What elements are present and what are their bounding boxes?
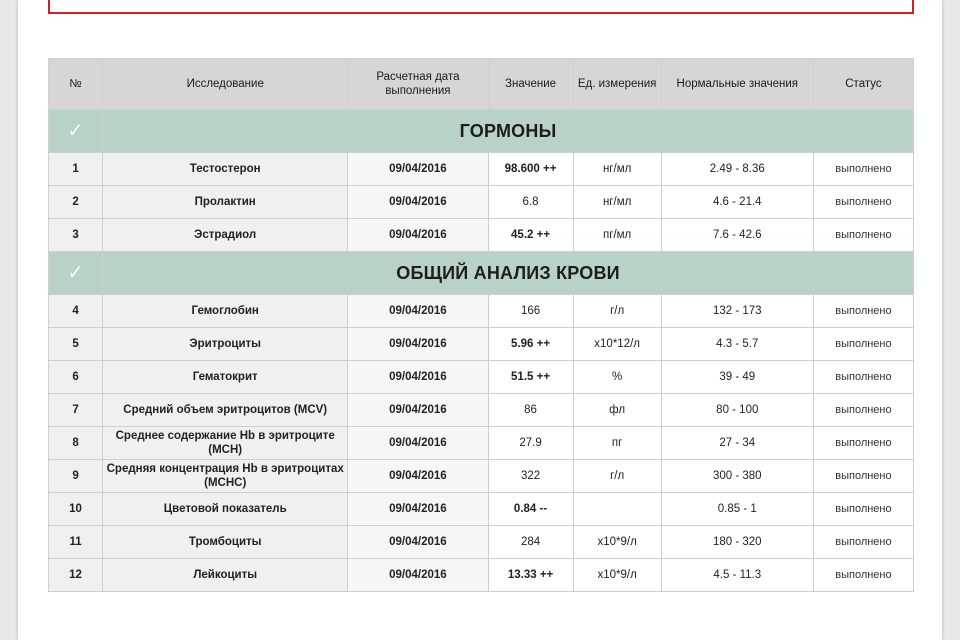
cell-status: выполнено xyxy=(813,361,913,394)
cell-norm: 300 - 380 xyxy=(661,460,813,493)
cell-norm: 4.6 - 21.4 xyxy=(661,186,813,219)
table-row xyxy=(49,427,914,460)
cell-status: выполнено xyxy=(813,526,913,559)
cell-status: выполнено xyxy=(813,219,913,252)
cell-date: 09/04/2016 xyxy=(348,460,488,493)
table-row xyxy=(49,219,914,252)
section-title: ГОРМОНЫ xyxy=(103,110,914,153)
cell-norm: 180 - 320 xyxy=(661,526,813,559)
check-icon xyxy=(49,252,103,295)
cell-unit: пг/мл xyxy=(573,219,661,252)
cell-status: выполнено xyxy=(813,186,913,219)
cell-value: 45.2 ++ xyxy=(488,219,573,252)
column-header-num: № xyxy=(49,59,103,110)
cell-value: 13.33 ++ xyxy=(488,559,573,592)
cell-status: выполнено xyxy=(813,394,913,427)
table-row xyxy=(49,328,914,361)
cell-date: 09/04/2016 xyxy=(348,219,488,252)
column-header-norm: Нормальные значения xyxy=(661,59,813,110)
cell-value: 5.96 ++ xyxy=(488,328,573,361)
cell-date: 09/04/2016 xyxy=(348,559,488,592)
cell-unit xyxy=(573,493,661,526)
cell-value: 322 xyxy=(488,460,573,493)
table-row xyxy=(49,153,914,186)
cell-date: 09/04/2016 xyxy=(348,427,488,460)
table-row xyxy=(49,559,914,592)
header-banner xyxy=(48,0,914,14)
cell-norm: 27 - 34 xyxy=(661,427,813,460)
cell-status: выполнено xyxy=(813,328,913,361)
cell-unit: нг/мл xyxy=(573,186,661,219)
cell-study: Тестостерон xyxy=(103,153,348,186)
cell-date: 09/04/2016 xyxy=(348,295,488,328)
table-header xyxy=(49,59,914,110)
check-icon-glyph: ✓ xyxy=(67,120,84,142)
check-icon-glyph: ✓ xyxy=(67,262,84,284)
cell-study: Гемоглобин xyxy=(103,295,348,328)
cell-study: Гематокрит xyxy=(103,361,348,394)
table-row xyxy=(49,361,914,394)
cell-status: выполнено xyxy=(813,153,913,186)
cell-value: 166 xyxy=(488,295,573,328)
cell-date: 09/04/2016 xyxy=(348,186,488,219)
cell-status: выполнено xyxy=(813,559,913,592)
cell-date: 09/04/2016 xyxy=(348,153,488,186)
cell-date: 09/04/2016 xyxy=(348,526,488,559)
table-row xyxy=(49,460,914,493)
lab-results-table xyxy=(48,58,914,592)
cell-status: выполнено xyxy=(813,427,913,460)
cell-num: 5 xyxy=(49,328,103,361)
table-row xyxy=(49,186,914,219)
table-body xyxy=(49,110,914,592)
table-row xyxy=(49,526,914,559)
cell-unit: % xyxy=(573,361,661,394)
cell-unit: г/л xyxy=(573,460,661,493)
cell-num: 8 xyxy=(49,427,103,460)
column-header-study: Исследование xyxy=(103,59,348,110)
cell-num: 2 xyxy=(49,186,103,219)
column-header-unit: Ед. измерения xyxy=(573,59,661,110)
cell-unit: фл xyxy=(573,394,661,427)
cell-value: 86 xyxy=(488,394,573,427)
cell-study: Средняя концентрация Hb в эритроцитах (MCHC) xyxy=(103,460,348,493)
cell-study: Пролактин xyxy=(103,186,348,219)
cell-study: Тромбоциты xyxy=(103,526,348,559)
cell-num: 7 xyxy=(49,394,103,427)
check-icon xyxy=(49,110,103,153)
cell-num: 4 xyxy=(49,295,103,328)
section-row xyxy=(49,110,914,153)
column-header-value: Значение xyxy=(488,59,573,110)
cell-date: 09/04/2016 xyxy=(348,328,488,361)
column-header-date: Расчетная дата выполнения xyxy=(348,59,488,110)
column-header-status: Статус xyxy=(813,59,913,110)
cell-norm: 132 - 173 xyxy=(661,295,813,328)
cell-status: выполнено xyxy=(813,295,913,328)
cell-value: 98.600 ++ xyxy=(488,153,573,186)
cell-unit: пг xyxy=(573,427,661,460)
cell-study: Эритроциты xyxy=(103,328,348,361)
cell-norm: 7.6 - 42.6 xyxy=(661,219,813,252)
cell-value: 0.84 -- xyxy=(488,493,573,526)
table-header-row xyxy=(49,59,914,110)
cell-num: 12 xyxy=(49,559,103,592)
cell-unit: х10*9/л xyxy=(573,559,661,592)
cell-value: 6.8 xyxy=(488,186,573,219)
cell-study: Среднее содержание Hb в эритроците (MCH) xyxy=(103,427,348,460)
table-row xyxy=(49,394,914,427)
cell-study: Цветовой показатель xyxy=(103,493,348,526)
cell-date: 09/04/2016 xyxy=(348,394,488,427)
cell-status: выполнено xyxy=(813,460,913,493)
cell-norm: 39 - 49 xyxy=(661,361,813,394)
cell-value: 27.9 xyxy=(488,427,573,460)
cell-date: 09/04/2016 xyxy=(348,361,488,394)
document-page xyxy=(18,0,942,640)
cell-norm: 0.85 - 1 xyxy=(661,493,813,526)
cell-num: 1 xyxy=(49,153,103,186)
cell-norm: 2.49 - 8.36 xyxy=(661,153,813,186)
table-row xyxy=(49,493,914,526)
cell-num: 11 xyxy=(49,526,103,559)
cell-value: 51.5 ++ xyxy=(488,361,573,394)
table-row xyxy=(49,295,914,328)
cell-unit: г/л xyxy=(573,295,661,328)
cell-unit: х10*12/л xyxy=(573,328,661,361)
cell-unit: х10*9/л xyxy=(573,526,661,559)
cell-unit: нг/мл xyxy=(573,153,661,186)
cell-date: 09/04/2016 xyxy=(348,493,488,526)
cell-num: 9 xyxy=(49,460,103,493)
cell-norm: 4.5 - 11.3 xyxy=(661,559,813,592)
cell-study: Эстрадиол xyxy=(103,219,348,252)
cell-study: Средний объем эритроцитов (MCV) xyxy=(103,394,348,427)
cell-num: 6 xyxy=(49,361,103,394)
cell-num: 3 xyxy=(49,219,103,252)
cell-value: 284 xyxy=(488,526,573,559)
cell-norm: 80 - 100 xyxy=(661,394,813,427)
section-row xyxy=(49,252,914,295)
cell-norm: 4.3 - 5.7 xyxy=(661,328,813,361)
cell-status: выполнено xyxy=(813,493,913,526)
section-title: ОБЩИЙ АНАЛИЗ КРОВИ xyxy=(103,252,914,295)
cell-study: Лейкоциты xyxy=(103,559,348,592)
cell-num: 10 xyxy=(49,493,103,526)
